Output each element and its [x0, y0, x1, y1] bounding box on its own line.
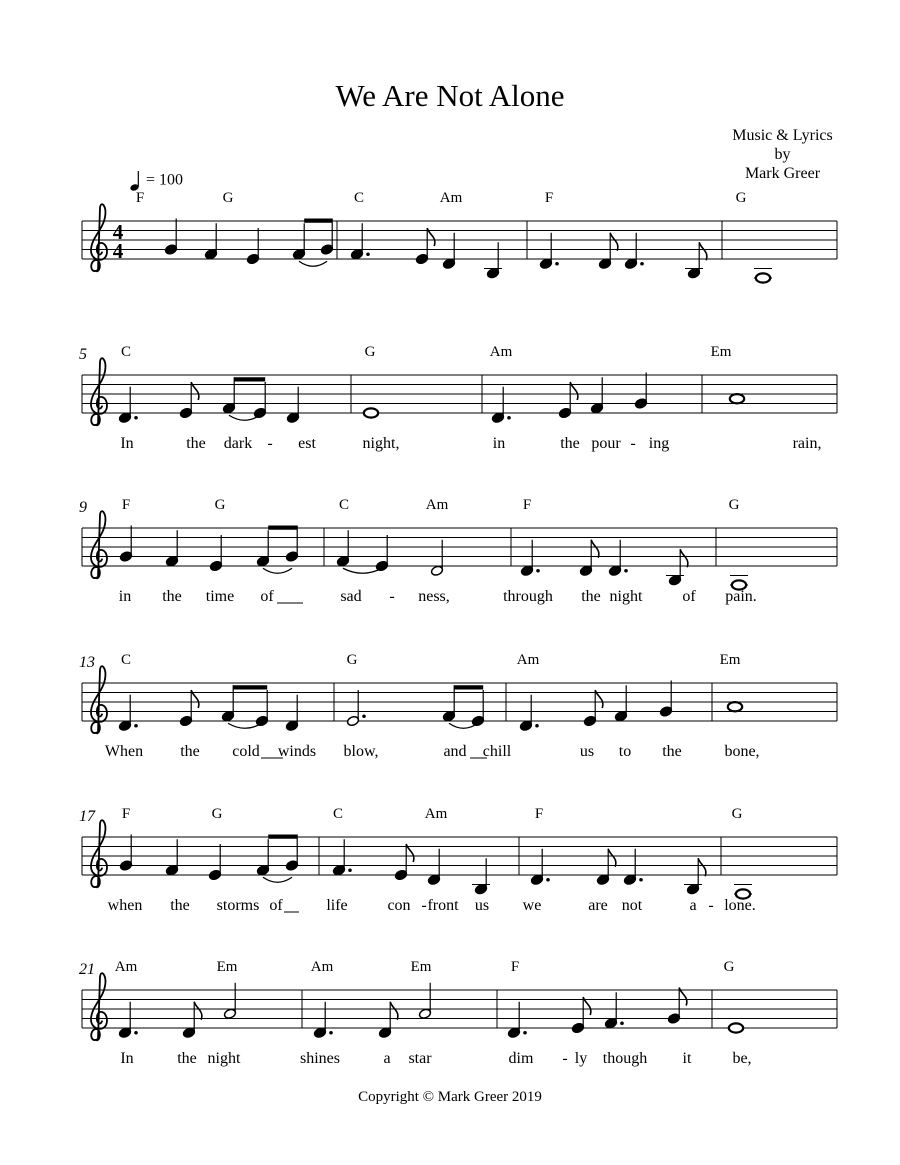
note-flag: [608, 849, 616, 867]
staff-system: [79, 497, 837, 605]
lyric-syllable: -: [630, 435, 636, 452]
copyright-notice: Copyright © Mark Greer 2019: [358, 1089, 542, 1105]
lyric-syllable: the: [177, 1050, 197, 1067]
note-flag: [610, 233, 618, 251]
lyric-syllable: -: [421, 897, 427, 914]
lyric-syllable: star: [408, 1050, 432, 1067]
note-head: [364, 408, 378, 417]
lyric-syllable: to: [618, 743, 632, 760]
augmentation-dot: [620, 1021, 624, 1025]
lyric-syllable: winds: [277, 743, 317, 760]
lyric-syllable: dark: [223, 435, 253, 452]
chord-symbol: G: [728, 497, 740, 513]
lyric-syllable: night: [207, 1050, 241, 1067]
chord-symbol: Em: [216, 959, 238, 975]
lyric-syllable: in: [492, 435, 506, 452]
treble-clef-icon: [91, 511, 107, 578]
chord-symbol: Am: [489, 344, 513, 360]
lyric-syllable: a: [689, 897, 697, 914]
lyric-syllable: us: [579, 743, 595, 760]
lyric-syllable: In: [120, 1050, 134, 1067]
chord-symbol: G: [214, 497, 226, 513]
lyric-syllable: blow,: [343, 743, 379, 760]
staff-system: [79, 344, 837, 452]
chord-symbol: F: [510, 959, 520, 975]
lyric-syllable: when: [107, 897, 143, 914]
slur: [343, 568, 382, 573]
lyric-syllable: in: [118, 588, 132, 605]
lyric-syllable: shines: [300, 1050, 340, 1067]
lyric-syllable: of: [269, 897, 283, 914]
beam: [268, 835, 297, 839]
beam: [234, 377, 265, 381]
augmentation-dot: [507, 416, 511, 420]
chord-symbol: C: [120, 652, 132, 668]
augmentation-dot: [624, 569, 628, 573]
lyric-syllable: and: [443, 743, 467, 760]
lyric-syllable: through: [503, 588, 553, 605]
chord-symbol: Em: [710, 344, 732, 360]
chord-symbol: F: [121, 497, 131, 513]
lyric-syllable: the: [162, 588, 182, 605]
treble-clef-icon: [91, 358, 107, 425]
measure-number: 13: [79, 654, 95, 671]
lyric-syllable: are: [588, 897, 608, 914]
augmentation-dot: [362, 714, 366, 718]
lyric-syllable: -: [562, 1050, 568, 1067]
chord-symbol: F: [121, 806, 131, 822]
chord-symbol: F: [522, 497, 532, 513]
lyric-syllable: When: [104, 743, 144, 760]
chord-symbol: Am: [439, 190, 463, 206]
treble-clef-icon: [91, 820, 107, 887]
lyric-syllable: the: [662, 743, 682, 760]
measure-number: 9: [79, 499, 87, 516]
augmentation-dot: [348, 868, 352, 872]
augmentation-dot: [134, 416, 138, 420]
beam: [268, 526, 297, 530]
lyric-syllable: ness,: [418, 588, 450, 605]
chord-symbol: F: [534, 806, 544, 822]
treble-clef-icon: [91, 204, 107, 271]
chord-symbol: G: [222, 190, 234, 206]
lyric-syllable: us: [474, 897, 490, 914]
lyric-syllable: time: [205, 588, 235, 605]
note-flag: [699, 242, 707, 260]
chord-symbol: F: [135, 190, 145, 206]
chord-symbol: C: [120, 344, 132, 360]
tempo-value: = 100: [146, 171, 184, 189]
note-head: [728, 702, 742, 711]
lyric-syllable: pour: [591, 435, 621, 452]
staff-system: [79, 652, 837, 760]
lyric-syllable: the: [560, 435, 580, 452]
augmentation-dot: [134, 1031, 138, 1035]
staff-system: [79, 806, 837, 914]
lyric-syllable: lone.: [724, 897, 756, 914]
chord-symbol: Am: [310, 959, 334, 975]
note-flag: [390, 1002, 398, 1020]
chord-symbol: G: [723, 959, 735, 975]
chord-symbol: F: [544, 190, 554, 206]
lyric-syllable: night,: [362, 435, 400, 452]
chord-symbol: G: [211, 806, 223, 822]
credit-line-by: by: [774, 146, 791, 163]
chord-symbol: Am: [424, 806, 448, 822]
chord-symbol: C: [338, 497, 350, 513]
chord-symbol: C: [332, 806, 344, 822]
note-head: [730, 394, 744, 403]
song-title: We Are Not Alone: [335, 78, 565, 113]
beam: [233, 685, 267, 689]
augmentation-dot: [535, 724, 539, 728]
slur: [263, 877, 292, 882]
slur: [299, 261, 327, 266]
augmentation-dot: [536, 569, 540, 573]
chord-symbol: Am: [516, 652, 540, 668]
lyric-syllable: -: [708, 897, 714, 914]
lyric-syllable: bone,: [724, 743, 760, 760]
lyric-syllable: pain.: [725, 588, 757, 605]
beam: [454, 685, 483, 689]
note-flag: [680, 549, 688, 567]
time-signature-bottom: 4: [112, 239, 124, 264]
lyric-syllable: it: [682, 1050, 692, 1067]
augmentation-dot: [366, 252, 370, 256]
lyric-syllable: front: [427, 897, 459, 914]
augmentation-dot: [329, 1031, 333, 1035]
augmentation-dot: [639, 878, 643, 882]
augmentation-dot: [555, 262, 559, 266]
lyric-syllable: of: [260, 588, 274, 605]
chord-symbol: G: [731, 806, 743, 822]
lyric-syllable: sad: [340, 588, 362, 605]
lyric-syllable: not: [621, 897, 643, 914]
measure-number: 17: [79, 808, 95, 825]
chord-symbol: C: [353, 190, 365, 206]
lyric-syllable: rain,: [792, 435, 822, 452]
lyric-syllable: the: [170, 897, 190, 914]
chord-symbol: Am: [114, 959, 138, 975]
augmentation-dot: [640, 262, 644, 266]
chord-symbol: Em: [719, 652, 741, 668]
beam: [304, 219, 332, 223]
lyric-syllable: dim: [508, 1050, 534, 1067]
lyric-syllable: con: [387, 897, 411, 914]
lyric-syllable: life: [326, 897, 348, 914]
lyric-syllable: the: [581, 588, 601, 605]
lyric-syllable: chill: [482, 743, 512, 760]
lyric-syllable: ing: [648, 435, 670, 452]
note-flag: [698, 858, 706, 876]
lyric-syllable: -: [389, 588, 395, 605]
slur: [263, 568, 292, 573]
lyric-syllable: though: [602, 1050, 648, 1067]
augmentation-dot: [523, 1031, 527, 1035]
lyric-syllable: the: [186, 435, 206, 452]
chord-symbol: G: [364, 344, 376, 360]
lyric-syllable: storms: [216, 897, 260, 914]
treble-clef-icon: [91, 973, 107, 1040]
time-signature-top: 4: [112, 220, 124, 245]
lyric-syllable: be,: [732, 1050, 752, 1067]
measure-number: 21: [79, 961, 95, 978]
lyric-syllable: of: [682, 588, 696, 605]
chord-symbol: G: [346, 652, 358, 668]
staff-system: [79, 959, 837, 1067]
chord-symbol: Am: [425, 497, 449, 513]
treble-clef-icon: [91, 666, 107, 733]
chord-symbol: Em: [410, 959, 432, 975]
lyric-syllable: cold: [232, 743, 260, 760]
augmentation-dot: [546, 878, 550, 882]
lyric-syllable: In: [120, 435, 134, 452]
lyric-syllable: the: [180, 743, 200, 760]
credit-line-music-lyrics: Music & Lyrics: [732, 127, 833, 144]
lyric-syllable: est: [298, 435, 316, 452]
lyric-syllable: we: [522, 897, 542, 914]
lyric-syllable: -: [267, 435, 273, 452]
note-flag: [591, 540, 599, 558]
credit-line-composer: Mark Greer: [744, 165, 821, 182]
measure-number: 5: [79, 346, 87, 363]
lyric-syllable: ly: [574, 1050, 588, 1067]
note-head: [756, 273, 770, 282]
lyric-syllable: a: [383, 1050, 391, 1067]
lyric-syllable: night: [609, 588, 643, 605]
note-flag: [194, 1002, 202, 1020]
augmentation-dot: [134, 724, 138, 728]
note-head: [729, 1023, 743, 1032]
chord-symbol: G: [735, 190, 747, 206]
staff-system: [82, 190, 837, 283]
